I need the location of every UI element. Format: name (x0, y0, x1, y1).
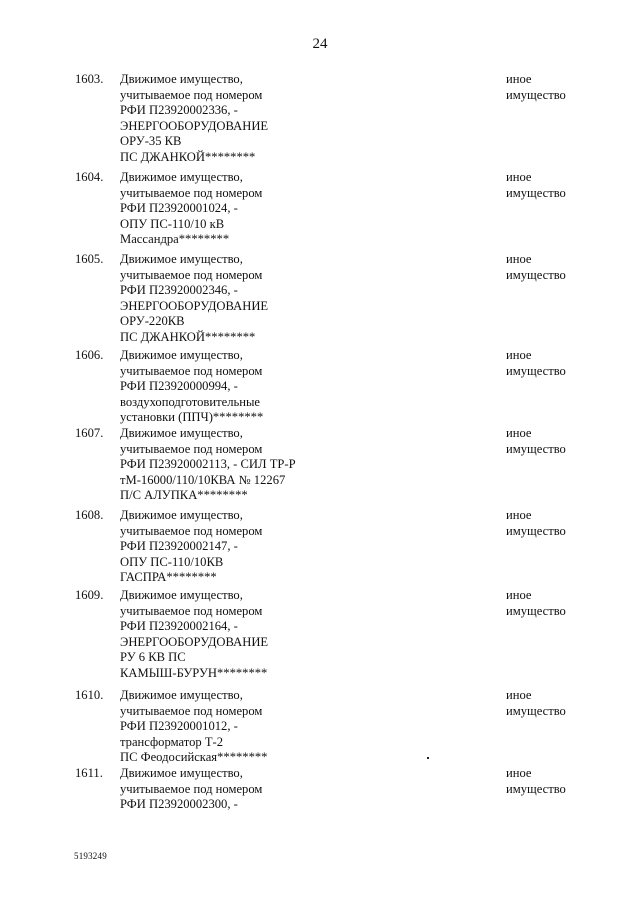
entry-description (120, 348, 450, 426)
property-type-line: иное (506, 170, 532, 184)
description-line: Движимое имущество, (120, 426, 243, 440)
property-type (506, 170, 616, 201)
property-type-line: иное (506, 252, 532, 266)
description-line: ЭНЕРГООБОРУДОВАНИЕ (120, 118, 269, 133)
description-line: Движимое имущество, (120, 766, 243, 780)
description-line: Массандра******** (120, 232, 230, 247)
description-line: П/С АЛУПКА******** (120, 488, 248, 503)
description-line: РФИ П23920002113, - СИЛ ТР-Р (120, 457, 296, 472)
description-line: Движимое имущество, (120, 348, 243, 362)
description-line: учитываемое под номером (120, 185, 263, 200)
property-type-line: имущество (506, 267, 566, 282)
stray-mark (427, 757, 429, 759)
description-line: учитываемое под номером (120, 363, 263, 378)
description-line: РФИ П23920002336, - (120, 103, 238, 118)
description-line: Движимое имущество, (120, 252, 243, 266)
property-type (506, 508, 616, 539)
document-code: 5193249 (74, 851, 107, 861)
property-type-line: имущество (506, 603, 566, 618)
description-line: РФИ П23920002300, - (120, 797, 238, 812)
description-line: тМ-16000/110/10КВА № 12267 (120, 472, 286, 487)
description-line: учитываемое под номером (120, 703, 263, 718)
description-line: учитываемое под номером (120, 441, 263, 456)
property-type-line: иное (506, 766, 532, 780)
description-line: трансформатор Т-2 (120, 734, 224, 749)
property-type (506, 766, 616, 797)
property-type-line: иное (506, 348, 532, 362)
description-line: Движимое имущество, (120, 588, 243, 602)
entry-description (120, 508, 450, 586)
property-type-line: имущество (506, 87, 566, 102)
description-line: учитываемое под номером (120, 87, 263, 102)
description-line: ОРУ-220КВ (120, 314, 185, 329)
description-line: ОПУ ПС-110/10 кВ (120, 216, 225, 231)
description-line: установки (ППЧ)******** (120, 410, 264, 425)
property-type (506, 426, 616, 457)
description-line: учитываемое под номером (120, 267, 263, 282)
property-type (506, 252, 616, 283)
property-type-line: иное (506, 426, 532, 440)
entry-description (120, 766, 450, 813)
description-line: учитываемое под номером (120, 603, 263, 618)
property-type-line: имущество (506, 185, 566, 200)
description-line: ОРУ-35 КВ (120, 134, 182, 149)
property-type-line: имущество (506, 441, 566, 456)
description-line: РФИ П23920002164, - (120, 619, 238, 634)
description-line: РФИ П23920000994, - (120, 379, 238, 394)
property-type-line: имущество (506, 523, 566, 538)
property-type-line: иное (506, 508, 532, 522)
description-line: ПС ДЖАНКОЙ******** (120, 329, 256, 344)
property-type-line: иное (506, 688, 532, 702)
entry-number: 1607. (75, 426, 104, 440)
property-type (506, 348, 616, 379)
description-line: ОПУ ПС-110/10КВ (120, 554, 224, 569)
entry-description (120, 72, 450, 166)
description-line: КАМЫШ-БУРУН******** (120, 665, 268, 680)
description-line: воздухоподготовительные (120, 394, 261, 409)
entry-number: 1609. (75, 588, 104, 602)
property-type (506, 688, 616, 719)
entry-description (120, 588, 450, 682)
entry-number: 1606. (75, 348, 104, 362)
entry-number: 1603. (75, 72, 104, 86)
property-type-line: имущество (506, 363, 566, 378)
description-line: Движимое имущество, (120, 72, 243, 86)
entry-number: 1608. (75, 508, 104, 522)
description-line: РУ 6 КВ ПС (120, 650, 186, 665)
entry-description (120, 170, 450, 248)
description-line: РФИ П23920001024, - (120, 201, 238, 216)
entry-number: 1604. (75, 170, 104, 184)
page-number: 24 (312, 36, 328, 52)
description-line: Движимое имущество, (120, 508, 243, 522)
property-type-line: имущество (506, 703, 566, 718)
entry-number: 1605. (75, 252, 104, 266)
description-line: ПС Феодосийская******** (120, 750, 268, 765)
description-line: РФИ П23920002147, - (120, 539, 238, 554)
property-type-line: иное (506, 72, 532, 86)
description-line: РФИ П23920001012, - (120, 719, 238, 734)
entry-number: 1610. (75, 688, 104, 702)
property-type-line: имущество (506, 781, 566, 796)
entry-description (120, 252, 450, 346)
description-line: РФИ П23920002346, - (120, 283, 238, 298)
description-line: ГАСПРА******** (120, 570, 217, 585)
description-line: ПС ДЖАНКОЙ******** (120, 149, 256, 164)
description-line: учитываемое под номером (120, 781, 263, 796)
description-line: учитываемое под номером (120, 523, 263, 538)
entry-description (120, 688, 450, 766)
description-line: ЭНЕРГООБОРУДОВАНИЕ (120, 298, 269, 313)
entry-number: 1611. (75, 766, 103, 780)
property-type-line: иное (506, 588, 532, 602)
entry-description (120, 426, 450, 504)
description-line: Движимое имущество, (120, 170, 243, 184)
property-type (506, 588, 616, 619)
description-line: Движимое имущество, (120, 688, 243, 702)
property-type (506, 72, 616, 103)
description-line: ЭНЕРГООБОРУДОВАНИЕ (120, 634, 269, 649)
